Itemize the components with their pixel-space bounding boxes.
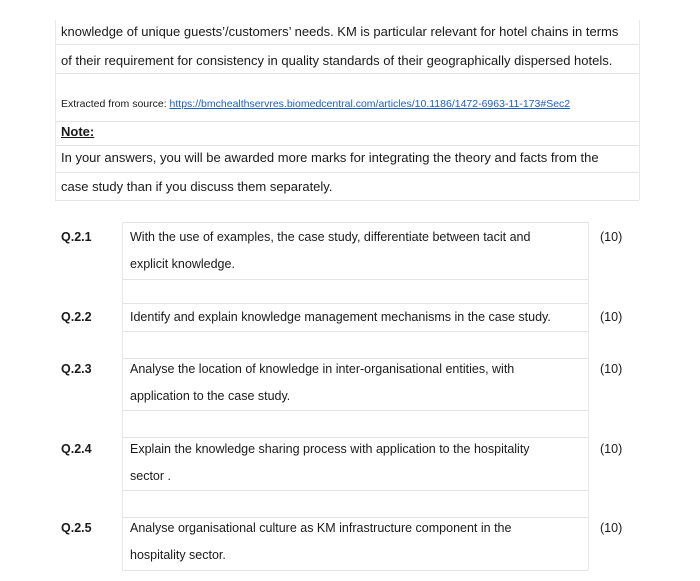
question-marks: (10) bbox=[600, 521, 623, 535]
intro-line-1: knowledge of unique guests’/customers’ needs. KM is particular relevant for hotel chains in terms bbox=[61, 24, 619, 39]
note-line-2: case study than if you discuss them separately. bbox=[61, 179, 333, 194]
note-title: Note: bbox=[61, 124, 95, 139]
question-marks: (10) bbox=[600, 362, 623, 376]
question-text-line: hospitality sector. bbox=[130, 548, 226, 562]
question-text bbox=[130, 515, 585, 569]
question-text-line: application to the case study. bbox=[130, 389, 291, 403]
question-text bbox=[130, 224, 585, 278]
question-marks: (10) bbox=[600, 310, 623, 324]
question-number: Q.2.1 bbox=[61, 230, 92, 244]
rule bbox=[122, 222, 588, 223]
source-line bbox=[61, 98, 570, 110]
question-text-line: With the use of examples, the case study, differentiate between tacit and bbox=[130, 230, 531, 244]
question-text-line: explicit knowledge. bbox=[130, 257, 235, 271]
question-marks: (10) bbox=[600, 442, 623, 456]
question-number: Q.2.2 bbox=[61, 310, 92, 324]
rule bbox=[122, 279, 588, 280]
question-text bbox=[130, 304, 585, 331]
rule bbox=[55, 121, 639, 122]
question-text-line: Explain the knowledge sharing process with application to the hospitality bbox=[130, 442, 530, 456]
rule bbox=[55, 73, 639, 74]
question-number: Q.2.3 bbox=[61, 362, 92, 376]
question-text bbox=[130, 356, 585, 410]
intro-paragraph bbox=[61, 17, 641, 75]
rule bbox=[122, 222, 123, 570]
intro-line-2: of their requirement for consistency in quality standards of their geographically dispersed hotels. bbox=[61, 53, 613, 68]
question-text-line: Analyse the location of knowledge in inter-organisational entities, with bbox=[130, 362, 515, 376]
rule bbox=[122, 490, 588, 491]
question-number: Q.2.5 bbox=[61, 521, 92, 535]
rule bbox=[55, 20, 56, 200]
note-line-1: In your answers, you will be awarded more marks for integrating the theory and facts from the bbox=[61, 150, 599, 165]
question-text-line: Analyse organisational culture as KM infrastructure component in the bbox=[130, 521, 512, 535]
rule bbox=[55, 44, 639, 45]
rule bbox=[122, 331, 588, 332]
note-paragraph bbox=[61, 143, 641, 201]
rule bbox=[122, 410, 588, 411]
question-text-line: Identify and explain knowledge management mechanisms in the case study. bbox=[130, 310, 551, 324]
source-link[interactable]: https://bmchealthservres.biomedcentral.com/articles/10.1186/1472-6963-11-173#Sec2 bbox=[169, 98, 571, 110]
question-text bbox=[130, 436, 585, 490]
question-marks: (10) bbox=[600, 230, 623, 244]
rule bbox=[588, 222, 589, 570]
rule bbox=[122, 570, 588, 571]
source-label: Extracted from source: bbox=[61, 98, 170, 110]
question-text-line: sector . bbox=[130, 469, 171, 483]
question-number: Q.2.4 bbox=[61, 442, 92, 456]
